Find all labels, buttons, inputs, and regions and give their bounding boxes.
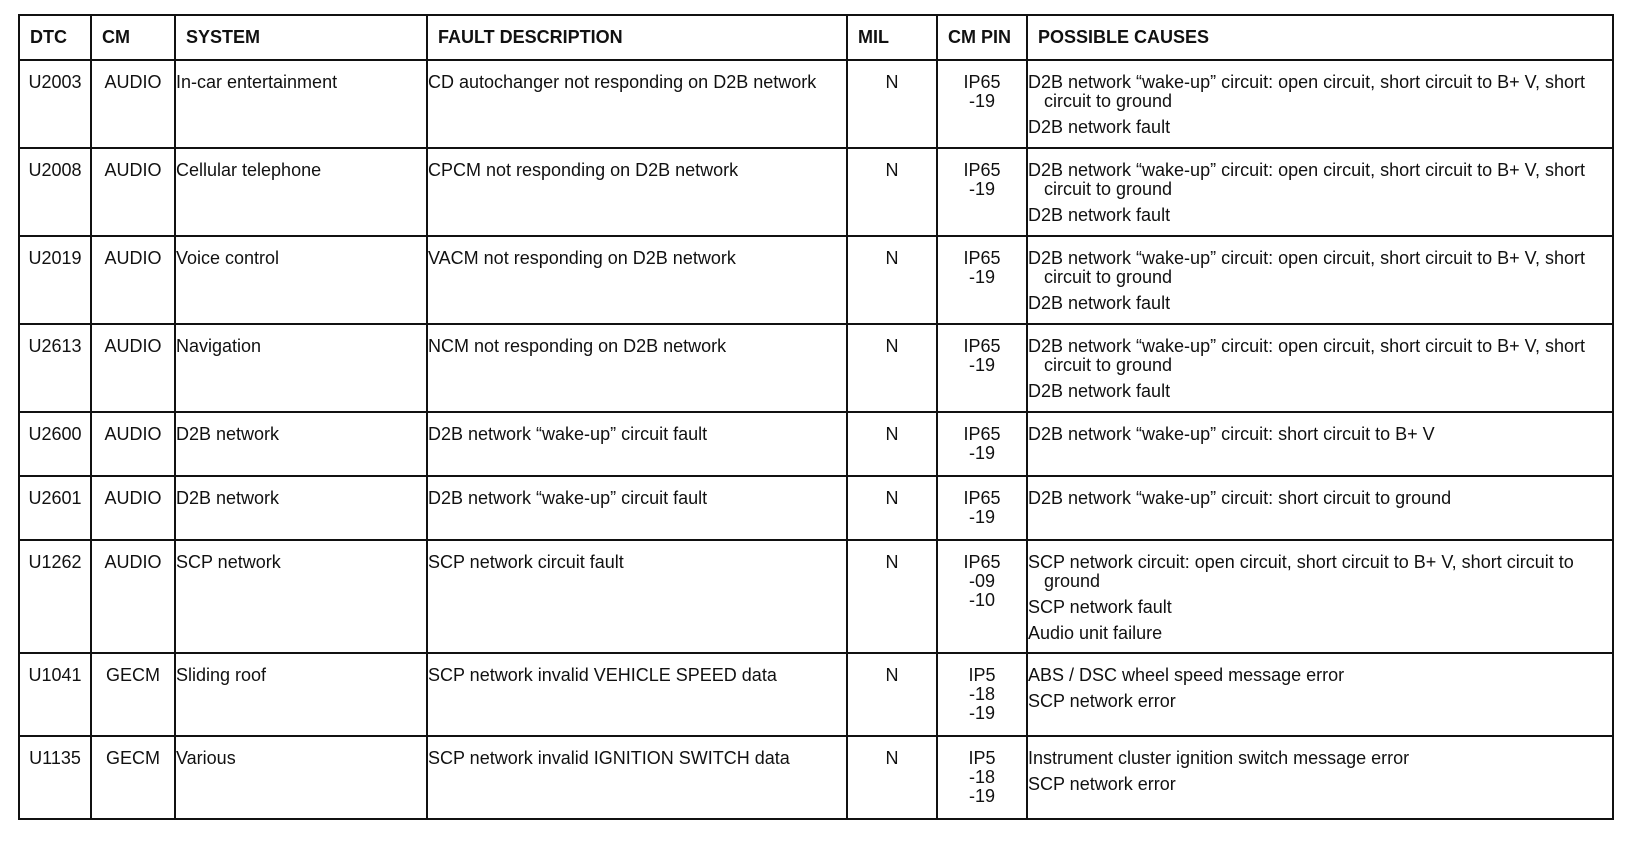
pin-line: -19 xyxy=(968,786,995,806)
cell-possible-causes xyxy=(1027,540,1613,653)
pin-line: -19 xyxy=(968,703,995,723)
cell-cm: AUDIO xyxy=(91,148,175,236)
cause-line: D2B network “wake-up” circuit: open circuit, short circuit to B+ V, short circuit to ground xyxy=(1028,336,1586,375)
pin-line: IP65 xyxy=(963,552,1001,572)
cell-possible-causes xyxy=(1027,476,1613,540)
cell-fault-description: SCP network invalid VEHICLE SPEED data xyxy=(427,653,847,736)
cause-line: D2B network fault xyxy=(1028,117,1171,137)
cell-system: Cellular telephone xyxy=(175,148,427,236)
pin-line: -09 xyxy=(968,571,995,591)
pin-line: IP65 xyxy=(963,248,1001,268)
cell-cm-pin xyxy=(937,412,1027,476)
cause-line: Audio unit failure xyxy=(1028,623,1163,643)
cell-possible-causes xyxy=(1027,60,1613,148)
cell-cm-pin xyxy=(937,736,1027,819)
cell-system: D2B network xyxy=(175,412,427,476)
cell-fault-description: NCM not responding on D2B network xyxy=(427,324,847,412)
cell-cm: AUDIO xyxy=(91,60,175,148)
cell-fault-description: SCP network invalid IGNITION SWITCH data xyxy=(427,736,847,819)
cause-line: D2B network “wake-up” circuit: short circuit to B+ V xyxy=(1028,424,1435,444)
cause-line: SCP network fault xyxy=(1028,597,1172,617)
cell-system: Sliding roof xyxy=(175,653,427,736)
cell-dtc: U2600 xyxy=(19,412,91,476)
pin-line: -10 xyxy=(968,590,995,610)
cause-line: SCP network error xyxy=(1028,774,1176,794)
cell-mil: N xyxy=(847,653,937,736)
cell-cm: AUDIO xyxy=(91,412,175,476)
cause-line: D2B network “wake-up” circuit: short circuit to ground xyxy=(1028,488,1452,508)
table-row xyxy=(19,148,1613,236)
dtc-table xyxy=(18,14,1614,820)
cell-dtc: U1041 xyxy=(19,653,91,736)
cause-line: ABS / DSC wheel speed message error xyxy=(1028,665,1345,685)
cell-dtc: U2019 xyxy=(19,236,91,324)
cell-cm-pin xyxy=(937,540,1027,653)
pin-line: IP65 xyxy=(963,424,1001,444)
cell-fault-description: VACM not responding on D2B network xyxy=(427,236,847,324)
cell-possible-causes xyxy=(1027,653,1613,736)
header-mil: MIL xyxy=(847,15,937,60)
pin-line: -19 xyxy=(968,267,995,287)
pin-line: -19 xyxy=(968,91,995,111)
cell-fault-description: CPCM not responding on D2B network xyxy=(427,148,847,236)
cell-cm: AUDIO xyxy=(91,540,175,653)
pin-line: IP65 xyxy=(963,336,1001,356)
header-possible-causes: POSSIBLE CAUSES xyxy=(1027,15,1613,60)
cell-fault-description: SCP network circuit fault xyxy=(427,540,847,653)
document-page xyxy=(18,14,1612,820)
cell-cm: AUDIO xyxy=(91,476,175,540)
cell-cm: AUDIO xyxy=(91,236,175,324)
cause-line: D2B network fault xyxy=(1028,205,1171,225)
cell-mil: N xyxy=(847,736,937,819)
cell-possible-causes xyxy=(1027,236,1613,324)
cell-cm-pin xyxy=(937,148,1027,236)
cell-fault-description: D2B network “wake-up” circuit fault xyxy=(427,412,847,476)
pin-line: IP65 xyxy=(963,160,1001,180)
pin-line: IP5 xyxy=(968,748,996,768)
cell-cm: AUDIO xyxy=(91,324,175,412)
cause-line: SCP network circuit: open circuit, short circuit to B+ V, short circuit to ground xyxy=(1028,552,1574,591)
cell-system: Various xyxy=(175,736,427,819)
table-row xyxy=(19,736,1613,819)
cause-line: D2B network fault xyxy=(1028,293,1171,313)
pin-line: -18 xyxy=(968,684,995,704)
cause-line: D2B network “wake-up” circuit: open circuit, short circuit to B+ V, short circuit to ground xyxy=(1028,248,1586,287)
cell-cm-pin xyxy=(937,476,1027,540)
cell-system: In-car entertainment xyxy=(175,60,427,148)
header-row xyxy=(19,15,1613,60)
cell-cm: GECM xyxy=(91,653,175,736)
cell-cm: GECM xyxy=(91,736,175,819)
cell-system: D2B network xyxy=(175,476,427,540)
pin-line: IP65 xyxy=(963,72,1001,92)
cell-possible-causes xyxy=(1027,324,1613,412)
cell-system: Navigation xyxy=(175,324,427,412)
cell-cm-pin xyxy=(937,236,1027,324)
cell-dtc: U2008 xyxy=(19,148,91,236)
cell-possible-causes xyxy=(1027,412,1613,476)
pin-line: -19 xyxy=(968,507,995,527)
cell-mil: N xyxy=(847,148,937,236)
cell-system: SCP network xyxy=(175,540,427,653)
cause-line: Instrument cluster ignition switch message error xyxy=(1028,748,1410,768)
header-cm: CM xyxy=(91,15,175,60)
table-row xyxy=(19,236,1613,324)
header-system: SYSTEM xyxy=(175,15,427,60)
table-row xyxy=(19,324,1613,412)
cell-mil: N xyxy=(847,324,937,412)
cell-mil: N xyxy=(847,476,937,540)
header-fault-description: FAULT DESCRIPTION xyxy=(427,15,847,60)
cell-cm-pin xyxy=(937,60,1027,148)
cause-line: SCP network error xyxy=(1028,691,1176,711)
pin-line: -19 xyxy=(968,179,995,199)
cell-dtc: U2601 xyxy=(19,476,91,540)
table-row xyxy=(19,60,1613,148)
cause-line: D2B network “wake-up” circuit: open circuit, short circuit to B+ V, short circuit to ground xyxy=(1028,160,1586,199)
cell-dtc: U1135 xyxy=(19,736,91,819)
header-cm-pin: CM PIN xyxy=(937,15,1027,60)
cell-fault-description: D2B network “wake-up” circuit fault xyxy=(427,476,847,540)
cell-cm-pin xyxy=(937,324,1027,412)
table-body xyxy=(19,60,1613,819)
table-row xyxy=(19,540,1613,653)
cause-line: D2B network fault xyxy=(1028,381,1171,401)
pin-line: IP5 xyxy=(968,665,996,685)
cell-fault-description: CD autochanger not responding on D2B network xyxy=(427,60,847,148)
cell-mil: N xyxy=(847,236,937,324)
table-row xyxy=(19,412,1613,476)
cause-line: D2B network “wake-up” circuit: open circuit, short circuit to B+ V, short circuit to ground xyxy=(1028,72,1586,111)
table-row xyxy=(19,476,1613,540)
cell-mil: N xyxy=(847,540,937,653)
pin-line: IP65 xyxy=(963,488,1001,508)
cell-dtc: U2003 xyxy=(19,60,91,148)
cell-dtc: U2613 xyxy=(19,324,91,412)
pin-line: -19 xyxy=(968,355,995,375)
cell-cm-pin xyxy=(937,653,1027,736)
cell-system: Voice control xyxy=(175,236,427,324)
cell-mil: N xyxy=(847,60,937,148)
cell-dtc: U1262 xyxy=(19,540,91,653)
pin-line: -19 xyxy=(968,443,995,463)
cell-possible-causes xyxy=(1027,148,1613,236)
pin-line: -18 xyxy=(968,767,995,787)
header-dtc: DTC xyxy=(19,15,91,60)
table-row xyxy=(19,653,1613,736)
cell-mil: N xyxy=(847,412,937,476)
cell-possible-causes xyxy=(1027,736,1613,819)
